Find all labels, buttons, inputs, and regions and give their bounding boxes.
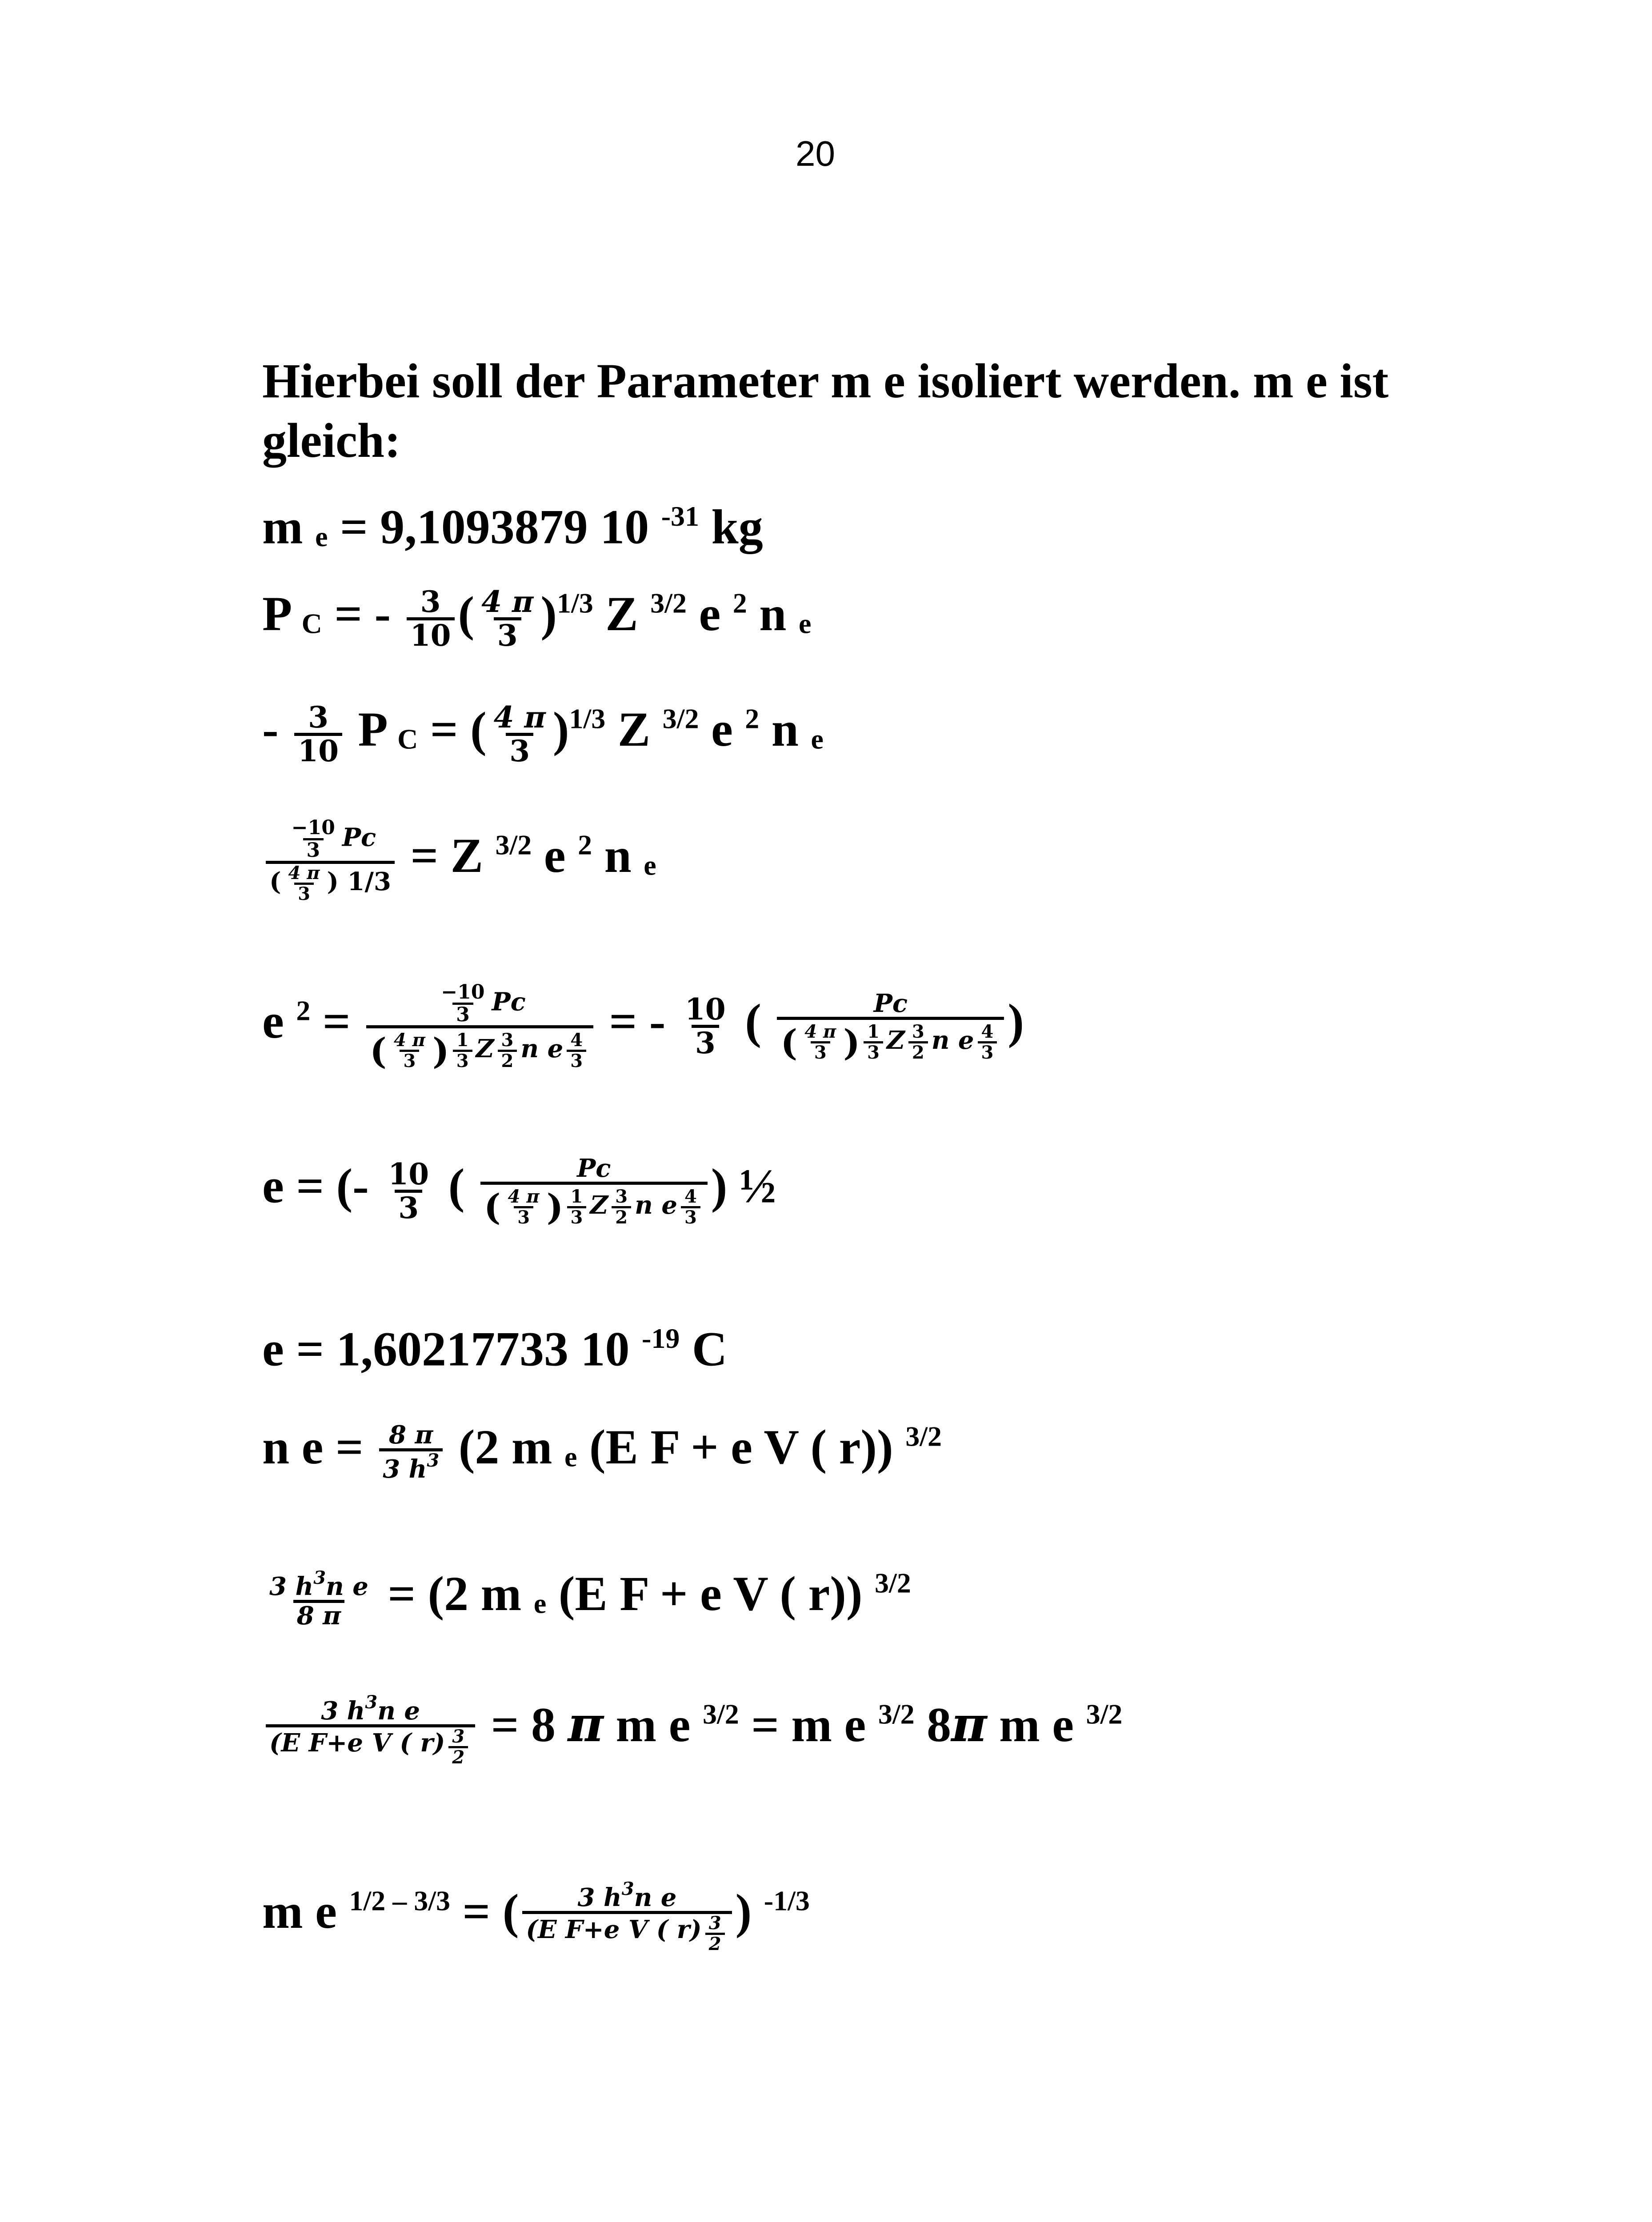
fraction-denominator bbox=[379, 1448, 443, 1483]
exponent: 3 bbox=[427, 1450, 440, 1471]
z-symbol: Z bbox=[886, 1026, 905, 1055]
pc-subscript: C bbox=[301, 607, 322, 639]
fraction-numerator: 1 bbox=[867, 1021, 880, 1043]
exponent: 3/2 bbox=[662, 703, 699, 735]
z-symbol: Z bbox=[593, 587, 651, 641]
n-symbol: n bbox=[759, 702, 811, 757]
exponent: 3/2 bbox=[495, 829, 532, 861]
ne-term: n e bbox=[326, 1571, 368, 1601]
ne-term: n e bbox=[634, 1882, 677, 1912]
me-term: m e bbox=[603, 1698, 703, 1752]
pc-symbol: P bbox=[262, 587, 290, 641]
exponent: 2 bbox=[578, 829, 592, 861]
exponent-3-2 bbox=[498, 1031, 517, 1071]
e-exponent: -19 bbox=[642, 1323, 680, 1354]
exponent: 1/3 bbox=[569, 703, 606, 735]
intro-paragraph: Hierbei soll der Parameter m e isoliert werden. m e ist gleich: bbox=[262, 354, 1389, 468]
fraction-denominator: 3 bbox=[864, 1041, 883, 1062]
ne-term: n e bbox=[377, 1696, 420, 1726]
fraction-numerator: 3 bbox=[912, 1021, 924, 1043]
fraction-denominator: 3 bbox=[452, 1003, 473, 1025]
close-paren-half: ) ½ bbox=[711, 1159, 776, 1213]
minus-sign: - bbox=[262, 702, 291, 757]
big-fraction-denominator: ( $\frac{4 \pi}{3}$ ) $\frac{1}{3}$ Z $\frac{3}{2}$ n e $\frac{4}{3}$ bbox=[777, 1017, 1004, 1062]
fraction-denominator: 3 bbox=[294, 883, 314, 903]
h-term: 3 h bbox=[321, 1696, 365, 1726]
big-fraction-numerator bbox=[430, 982, 529, 1025]
equation-pc: P C = - $\frac{3}{10}$ ( $\frac{4 \pi}{3}$ )$^{1/3}$ Z $^{3/2}$ e $^2$ n e bbox=[262, 584, 812, 653]
fraction-numerator: 10 bbox=[684, 991, 726, 1027]
equation-neg-pc: - $\frac{3}{10}$ P C = ( $\frac{4 \pi}{3}$ )$^{1/3}$ Z $^{3/2}$ e $^2$ n e bbox=[262, 700, 824, 769]
n-subscript: e bbox=[798, 607, 812, 639]
equals-z: = Z bbox=[398, 828, 496, 883]
fraction-3h3ne-8pi bbox=[266, 1569, 372, 1629]
n-symbol: n bbox=[592, 828, 644, 883]
fraction-numerator bbox=[574, 1880, 680, 1911]
fraction-numerator: 4 π bbox=[288, 863, 320, 884]
e-symbol: e bbox=[532, 828, 578, 883]
pc-symbol: Pc bbox=[342, 823, 376, 852]
fraction-4pi-3 bbox=[801, 1023, 840, 1062]
z-symbol: Z bbox=[590, 1190, 608, 1220]
ne-symbol: n e bbox=[931, 1026, 974, 1055]
fraction-denominator: 10 bbox=[294, 733, 342, 767]
fraction-numerator: −10 bbox=[441, 981, 485, 1003]
exponent: 1/2 – 3/3 bbox=[349, 1885, 451, 1917]
fraction-numerator: 4 bbox=[684, 1186, 697, 1207]
ne-symbol: n e bbox=[520, 1034, 564, 1064]
fraction-numerator: 4 π bbox=[804, 1021, 836, 1043]
ne-lhs: n e = bbox=[262, 1419, 376, 1474]
z-symbol: Z bbox=[476, 1034, 494, 1064]
fraction-10-3 bbox=[681, 991, 729, 1061]
fraction-denominator: 2 bbox=[908, 1041, 928, 1062]
e-symbol: e bbox=[699, 702, 745, 757]
big-fraction-2 bbox=[777, 991, 1004, 1062]
fraction-denominator: 2 bbox=[448, 1746, 468, 1767]
fraction-numerator: 3 bbox=[452, 1726, 465, 1747]
fraction-numerator: 4 π bbox=[508, 1186, 540, 1207]
fraction-denominator: 3 bbox=[303, 838, 324, 861]
ef-term: (E F+e V ( r) bbox=[269, 1728, 445, 1758]
equals: = bbox=[310, 994, 363, 1048]
fraction-numerator: −10 bbox=[291, 816, 335, 839]
fraction-3-10 bbox=[294, 702, 342, 767]
exponent-3-2 bbox=[448, 1727, 468, 1767]
equals-8: = 8 bbox=[479, 1698, 568, 1752]
big-fraction bbox=[266, 818, 395, 903]
fraction-denominator: 3 bbox=[514, 1206, 533, 1227]
me-subscript: e bbox=[564, 1441, 577, 1473]
exponent: 3/2 bbox=[702, 1698, 739, 1730]
fraction-4pi-3 bbox=[478, 584, 537, 653]
me-subscript: e bbox=[315, 521, 328, 553]
fraction-denominator: 3 bbox=[400, 1050, 419, 1071]
big-fraction-denominator: ( $\frac{4 \pi}{3}$ ) $\frac{1}{3}$ Z $\frac{3}{2}$ n e $\frac{4}{3}$ bbox=[480, 1182, 708, 1227]
big-fraction-numerator: Pc bbox=[577, 1154, 611, 1183]
big-fraction-denominator: ( $\frac{4 \pi}{3}$ ) 1/3 bbox=[266, 861, 395, 903]
ne-symbol: n e bbox=[635, 1190, 677, 1220]
fraction-numerator: 3 bbox=[615, 1186, 628, 1207]
fraction-denominator: 3 bbox=[506, 733, 533, 767]
equation-ne-rearranged bbox=[262, 1566, 911, 1631]
big-fraction bbox=[480, 1155, 708, 1227]
exponent: 2 bbox=[732, 587, 747, 619]
big-fraction-numerator bbox=[281, 818, 380, 861]
fraction-denominator: 3 bbox=[567, 1050, 586, 1071]
fraction-numerator bbox=[266, 1569, 372, 1600]
equals-paren: = ( bbox=[418, 702, 487, 757]
fraction-numerator: 3 bbox=[708, 1912, 721, 1934]
exponent: 3/2 bbox=[1086, 1698, 1123, 1730]
big-fraction-numerator: Pc bbox=[873, 989, 908, 1019]
fraction-minus10-3 bbox=[288, 818, 339, 861]
me-term: m e bbox=[987, 1698, 1086, 1752]
pc-subscript: C bbox=[397, 723, 418, 755]
fraction-denominator: 10 bbox=[407, 617, 455, 651]
fraction-4pi-3 bbox=[504, 1187, 543, 1227]
fraction-8pi-3h3 bbox=[379, 1422, 443, 1482]
ne-tail: (E F + e V ( r)) bbox=[577, 1419, 906, 1474]
equation-e-squared bbox=[262, 982, 1024, 1071]
ne2-tail: (E F + e V ( r)) bbox=[546, 1566, 875, 1621]
fraction-numerator: 3 bbox=[420, 584, 441, 619]
fraction-denominator: 3 bbox=[978, 1041, 997, 1062]
fraction-4pi-3 bbox=[490, 702, 549, 767]
n-subscript: e bbox=[644, 849, 656, 881]
exponent-3-2 bbox=[612, 1187, 631, 1227]
fraction-ne-over-ef bbox=[266, 1693, 475, 1767]
fraction-3-10 bbox=[407, 584, 455, 653]
fraction-numerator: 3 bbox=[501, 1030, 514, 1051]
h-term: 3 h bbox=[577, 1882, 622, 1912]
fraction-denominator: 3 bbox=[494, 617, 521, 651]
fraction-numerator bbox=[317, 1693, 424, 1724]
e-unit: C bbox=[680, 1322, 728, 1376]
page-number: 20 bbox=[796, 134, 835, 173]
fraction-denominator bbox=[266, 1724, 475, 1767]
pc-symbol: P bbox=[346, 702, 398, 757]
fraction-4pi-3 bbox=[390, 1031, 429, 1071]
fraction-numerator: 4 π bbox=[393, 1030, 425, 1051]
exponent-3-2 bbox=[705, 1914, 725, 1954]
n-subscript: e bbox=[811, 723, 824, 755]
fraction-denominator: 8 π bbox=[293, 1600, 344, 1629]
pi-symbol: π bbox=[568, 1695, 604, 1753]
pc-equals: = - bbox=[322, 587, 403, 641]
fraction-4pi-3 bbox=[285, 864, 324, 903]
h-term: 3 h bbox=[269, 1571, 314, 1601]
equation-e bbox=[262, 1155, 776, 1227]
fraction-denominator bbox=[522, 1911, 732, 1954]
e-lhs: e = (- bbox=[262, 1159, 381, 1213]
me-symbol: m bbox=[262, 500, 303, 554]
fraction-numerator: 3 bbox=[308, 700, 329, 735]
ne-middle: (2 m bbox=[446, 1419, 564, 1474]
exponent: 1/3 bbox=[339, 867, 391, 897]
big-fraction-denominator: ( $\frac{4 \pi}{3}$ ) $\frac{1}{3}$ Z $\frac{3}{2}$ n e $\frac{4}{3}$ bbox=[366, 1025, 593, 1071]
exponent-1-3 bbox=[567, 1187, 587, 1227]
elementary-charge-value bbox=[262, 1324, 727, 1374]
electron-mass-value bbox=[262, 502, 763, 552]
equals-paren: = ( bbox=[450, 1884, 519, 1939]
fraction-numerator: 1 bbox=[570, 1186, 583, 1207]
ef-term: (E F+e V ( r) bbox=[526, 1914, 702, 1944]
n-symbol: n bbox=[747, 587, 799, 641]
exponent: 3/2 bbox=[650, 587, 687, 619]
exponent: -1/3 bbox=[764, 1885, 810, 1917]
fraction-denominator: 3 bbox=[395, 1190, 422, 1223]
fraction-numerator: 4 π bbox=[493, 700, 546, 735]
exponent: 3 bbox=[621, 1878, 634, 1899]
fraction-denominator: 3 bbox=[453, 1050, 472, 1071]
exponent: 3/2 bbox=[875, 1567, 911, 1599]
fraction-numerator: 1 bbox=[456, 1030, 469, 1051]
e-symbol: e bbox=[686, 587, 733, 641]
e-value-text: e = 1,60217733 10 bbox=[262, 1322, 642, 1376]
exponent: 3/2 bbox=[878, 1698, 915, 1730]
me-subscript: e bbox=[533, 1587, 547, 1619]
exponent: 3 bbox=[365, 1692, 378, 1713]
fraction-numerator: 4 bbox=[981, 1021, 994, 1043]
fraction-denominator: 3 bbox=[692, 1025, 719, 1059]
exponent-3-2 bbox=[908, 1023, 928, 1062]
equation-8pi bbox=[262, 1693, 1122, 1767]
h-term: 3 h bbox=[383, 1454, 427, 1484]
exponent-4-3 bbox=[567, 1031, 586, 1071]
fraction-denominator: 3 bbox=[811, 1041, 830, 1062]
me-lhs: m e bbox=[262, 1884, 349, 1939]
z-symbol: Z bbox=[605, 702, 663, 757]
exponent: 3/2 bbox=[905, 1420, 942, 1452]
fraction-denominator: 2 bbox=[498, 1050, 517, 1071]
equation-ratio bbox=[262, 818, 656, 903]
fraction-minus10-3 bbox=[437, 982, 488, 1025]
equals-minus: = - bbox=[597, 994, 678, 1048]
exponent-4-3 bbox=[681, 1187, 700, 1227]
exponent: 3 bbox=[313, 1567, 326, 1588]
equation-ne bbox=[262, 1419, 942, 1484]
fraction-denominator: 3 bbox=[681, 1206, 700, 1227]
pi-symbol: π bbox=[951, 1695, 987, 1753]
exponent-1-3 bbox=[453, 1031, 472, 1071]
pc-symbol: Pc bbox=[492, 987, 526, 1017]
fraction-denominator: 2 bbox=[612, 1206, 631, 1227]
eight: 8 bbox=[914, 1698, 952, 1752]
open-paren: ( bbox=[436, 1159, 477, 1213]
me-equals: = 9,1093879 10 bbox=[328, 500, 661, 554]
equation-me-isolated bbox=[262, 1880, 810, 1954]
fraction-numerator: 4 π bbox=[481, 584, 534, 619]
equals-me: = m e bbox=[739, 1698, 878, 1752]
close-paren: ) bbox=[1008, 994, 1024, 1048]
fraction-denominator: 2 bbox=[705, 1933, 725, 1954]
me-exponent: -31 bbox=[661, 500, 700, 532]
fraction-ne-over-ef bbox=[522, 1880, 732, 1954]
exponent: 2 bbox=[296, 995, 311, 1027]
exponent-1-3 bbox=[864, 1023, 883, 1062]
exponent-4-3 bbox=[978, 1023, 997, 1062]
exponent: 1/3 bbox=[557, 587, 593, 619]
open-paren: ( bbox=[732, 994, 774, 1048]
fraction-denominator: 3 bbox=[567, 1206, 587, 1227]
fraction-numerator: 10 bbox=[388, 1156, 429, 1191]
e-symbol: e bbox=[262, 994, 296, 1048]
fraction-10-3 bbox=[384, 1156, 432, 1225]
ne2-middle: = (2 m bbox=[375, 1566, 534, 1621]
fraction-numerator: 4 bbox=[570, 1030, 583, 1051]
close-paren: ) bbox=[735, 1884, 764, 1939]
big-fraction bbox=[366, 982, 593, 1071]
exponent: 2 bbox=[745, 703, 760, 735]
fraction-numerator: 8 π bbox=[388, 1420, 433, 1450]
me-unit: kg bbox=[699, 500, 763, 554]
